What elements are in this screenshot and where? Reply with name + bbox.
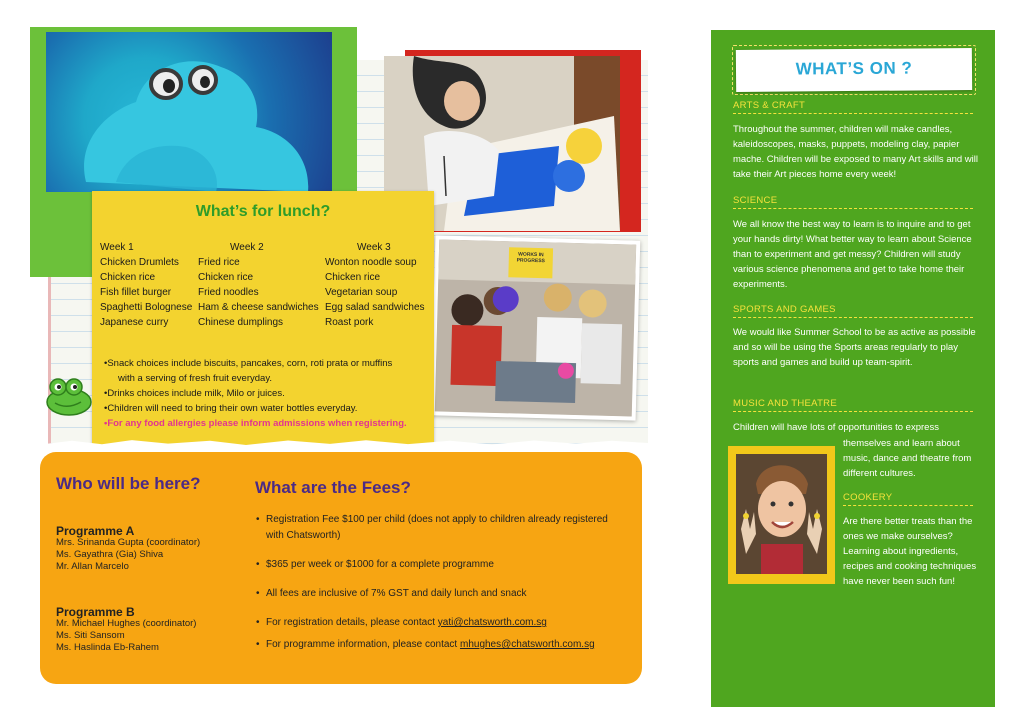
whats-on-banner bbox=[732, 45, 976, 95]
section-body-music-first: Children will have lots of opportunities to express bbox=[733, 422, 939, 433]
boy-painted-hands-photo bbox=[736, 454, 827, 574]
menu-item: Roast pork bbox=[325, 317, 374, 328]
menu-item: Fish fillet burger bbox=[100, 287, 172, 298]
lunch-week-3 bbox=[325, 240, 425, 330]
whats-on-title: WHAT’S ON ? bbox=[795, 58, 913, 79]
whats-on-card bbox=[736, 48, 972, 92]
menu-item: Chicken Drumlets bbox=[100, 257, 179, 268]
section-title-cookery: COOKERY bbox=[843, 492, 973, 506]
water-note: •Children will need to bring their own water bottles everyday. bbox=[104, 403, 358, 414]
programme-a-name: Programme A bbox=[56, 524, 135, 538]
section-body-music-rest: themselves and learn about music, dance and theatre from different cultures. bbox=[843, 438, 972, 479]
whats-on-column bbox=[711, 30, 995, 707]
registration-prefix: For registration details, please contact bbox=[266, 617, 438, 628]
section-title-arts: ARTS & CRAFT bbox=[733, 100, 973, 114]
section-body-science: We all know the best way to learn is to inquire and to get your hands dirty! What better way to learn about Science than to experiment and get messy? Children will study various science phenomena and get to take home their experiments. bbox=[733, 219, 972, 290]
kids-science-illustration bbox=[435, 239, 636, 416]
week-heading: Week 2 bbox=[230, 242, 264, 253]
staff-member: Ms. Siti Sansom bbox=[56, 630, 125, 641]
programme-b-name: Programme B bbox=[56, 605, 135, 619]
section-title-science: SCIENCE bbox=[733, 195, 973, 209]
lunch-week-2 bbox=[198, 240, 319, 330]
section-title-music: MUSIC AND THEATRE bbox=[733, 398, 973, 412]
info-panel bbox=[40, 452, 642, 684]
frog-icon bbox=[43, 375, 95, 417]
registration-contact bbox=[256, 615, 626, 631]
clay-creature-illustration bbox=[46, 32, 332, 192]
staff-member: Mr. Michael Hughes (coordinator) bbox=[56, 618, 197, 629]
menu-item: Japanese curry bbox=[100, 317, 169, 328]
week-heading: Week 1 bbox=[100, 242, 134, 253]
section-body-sports: We would like Summer School to be as active as possible and so will be using the Sports areas regularly to play sports and games and build up team-spirit. bbox=[733, 327, 976, 368]
lunch-week-1 bbox=[100, 240, 192, 330]
fee-item: • $365 per week or $1000 for a complete programme bbox=[256, 557, 626, 573]
staff-member: Ms. Haslinda Eb-Rahem bbox=[56, 642, 159, 653]
kids-science-photo bbox=[431, 235, 641, 420]
menu-item: Fried rice bbox=[198, 257, 240, 268]
staff-member: Mrs. Srinanda Gupta (coordinator) bbox=[56, 537, 201, 548]
programme-email-link[interactable]: mhughes@chatsworth.com.sg bbox=[459, 639, 595, 650]
lunch-card bbox=[92, 191, 434, 446]
staff-member: Mr. Allan Marcelo bbox=[56, 561, 129, 572]
menu-item: Ham & cheese sandwiches bbox=[198, 302, 319, 313]
registration-email-link[interactable]: yati@chatsworth.com.sg bbox=[437, 617, 547, 628]
fees-list bbox=[256, 512, 626, 653]
section-body-arts: Throughout the summer, children will make candles, kaleidoscopes, masks, puppets, modeling clay, papier mache. Children will be exposed to many Art skills and will take their Art pieces home every week! bbox=[733, 124, 978, 180]
menu-item: Chicken rice bbox=[325, 272, 381, 283]
staff-member: Ms. Gayathra (Gia) Shiva bbox=[56, 549, 164, 560]
lunch-notes bbox=[104, 356, 407, 431]
clay-creature-photo bbox=[46, 32, 332, 192]
programme-prefix: For programme information, please contact bbox=[266, 639, 460, 650]
boy-photo-frame bbox=[728, 446, 835, 584]
menu-item: Chicken rice bbox=[198, 272, 254, 283]
snack-note-cont: with a serving of fresh fruit everyday. bbox=[118, 373, 272, 384]
who-title: Who will be here? bbox=[56, 474, 201, 493]
menu-item: Chinese dumplings bbox=[198, 317, 284, 328]
section-title-sports: SPORTS AND GAMES bbox=[733, 304, 973, 318]
fee-item: • Registration Fee $100 per child (does not apply to children already registered with Chatsworth) bbox=[256, 512, 626, 544]
allergy-note: •For any food allergies please inform admissions when registering. bbox=[104, 418, 407, 429]
menu-item: Wonton noodle soup bbox=[325, 257, 417, 268]
menu-item: Fried noodles bbox=[198, 287, 259, 298]
programme-a bbox=[56, 525, 200, 573]
menu-item: Spaghetti Bolognese bbox=[100, 302, 193, 313]
boy-illustration bbox=[736, 454, 827, 574]
menu-item: Vegetarian soup bbox=[325, 287, 398, 298]
menu-item: Chicken rice bbox=[100, 272, 156, 283]
lunch-title: What’s for lunch? bbox=[195, 203, 331, 220]
fee-item: • All fees are inclusive of 7% GST and daily lunch and snack bbox=[256, 586, 626, 602]
menu-item: Egg salad sandwiches bbox=[325, 302, 425, 313]
fees-title: What are the Fees? bbox=[255, 478, 411, 497]
works-in-progress-sign: WORKS IN PROGRESS bbox=[516, 251, 546, 265]
snack-note: •Snack choices include biscuits, pancakes, corn, roti prata or muffins bbox=[104, 358, 393, 369]
section-body-cookery: Are there better treats than the ones we make ourselves? Learning about ingredients, recipes and cooking techniques have never been such fun! bbox=[843, 516, 977, 587]
programme-b bbox=[56, 606, 196, 654]
drinks-note: •Drinks choices include milk, Milo or juices. bbox=[104, 388, 285, 399]
week-heading: Week 3 bbox=[357, 242, 391, 253]
programme-contact bbox=[256, 637, 626, 653]
